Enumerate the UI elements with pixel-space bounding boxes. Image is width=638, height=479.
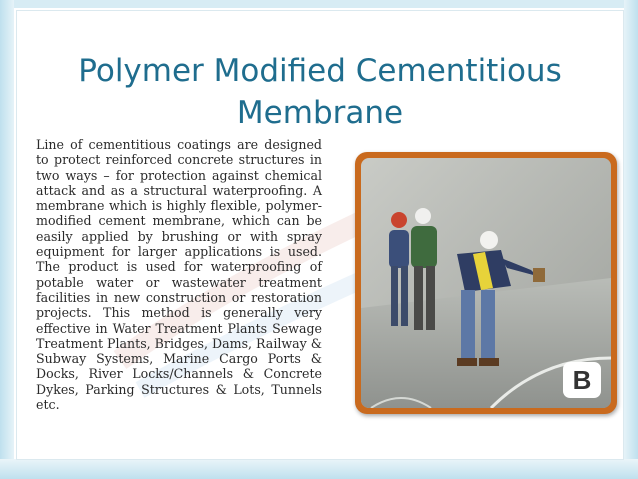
top-border — [0, 0, 638, 8]
photo-badge: B — [563, 362, 601, 398]
slide-title: Polymer Modified Cementitious Membrane — [78, 53, 562, 131]
photo-frame — [355, 152, 617, 414]
workers-photo — [361, 158, 611, 408]
bottom-border — [0, 459, 638, 479]
right-border — [624, 0, 638, 479]
body-paragraph: Line of cementitious coatings are designed to protect reinforced concrete structures in two ways – for protection against chemical attack and as a structural waterproofing. A membrane which is highly flexible, polymer-modified cement membrane, which can be easily applied by brushing or with spray equipment for larger applications is used. The product is used for waterproofing of potable water or wastewater treatment facilities in new construction or restoration projects. This method is generally very effective in Water Treatment Plants Sewage Treatment Plants, Bridges, Dams, Railway & Subway Systems, Marine Cargo Ports & Docks, River Locks/Channels & Concrete Dykes, Parking Structures & Lots, Tunnels etc. — [36, 137, 322, 413]
left-border — [0, 0, 14, 479]
